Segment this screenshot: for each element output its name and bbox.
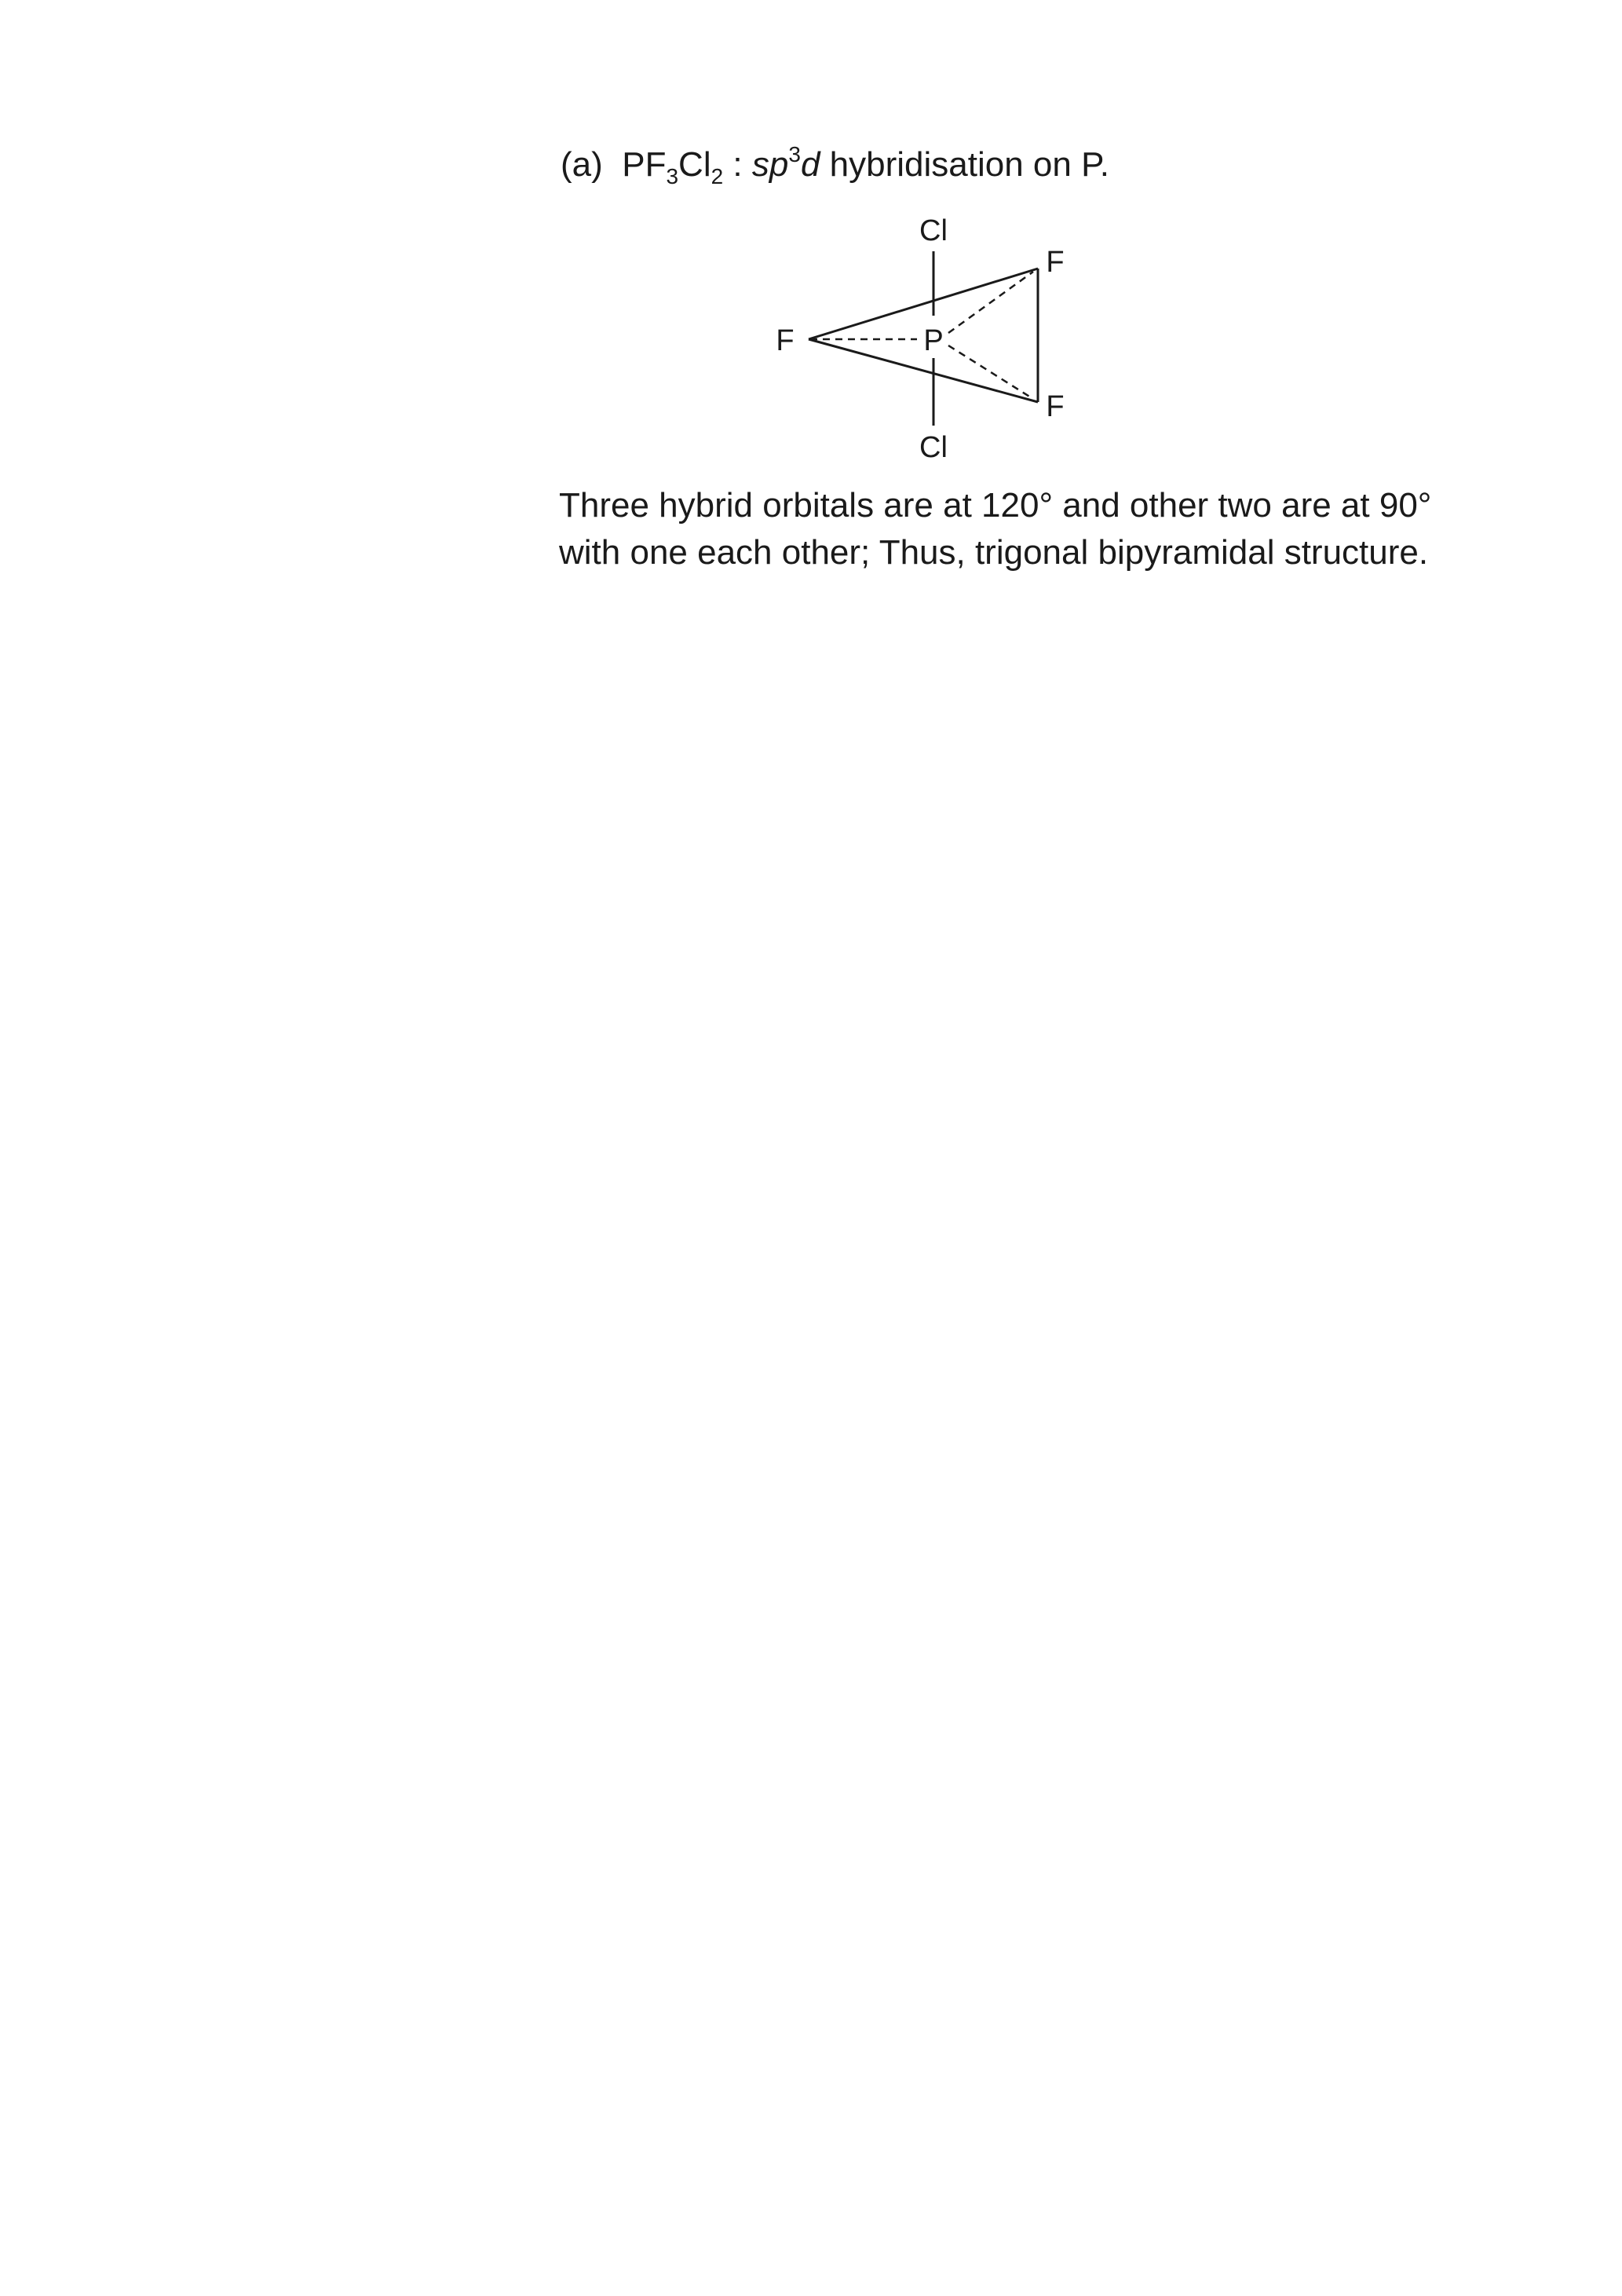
atom-p: P — [923, 324, 944, 357]
separator: : — [732, 145, 743, 184]
dash-p-f-bottom — [948, 345, 1033, 399]
explanation-paragraph — [559, 482, 1454, 576]
heading-rest: hybridisation on P. — [829, 145, 1109, 184]
formula: $PF_3Cl_2$ — [622, 145, 724, 188]
heading — [561, 141, 1109, 188]
hybridisation: $sp^3d$ — [751, 142, 820, 184]
atom-f-top-right: F — [1046, 246, 1065, 279]
dash-p-f-top — [948, 272, 1033, 333]
explanation-line-2: with one each other; Thus, trigonal bipyramidal structure. — [559, 533, 1429, 572]
atom-cl-bottom: Cl — [919, 431, 948, 464]
atom-f-left: F — [776, 324, 795, 357]
atom-f-bottom-right: F — [1046, 390, 1065, 423]
molecule-diagram — [754, 204, 1099, 471]
part-label: (a) — [561, 145, 603, 184]
atom-cl-top: Cl — [919, 214, 948, 247]
explanation-line-1: Three hybrid orbitals are at 120° and other two are at 90° — [559, 486, 1432, 525]
